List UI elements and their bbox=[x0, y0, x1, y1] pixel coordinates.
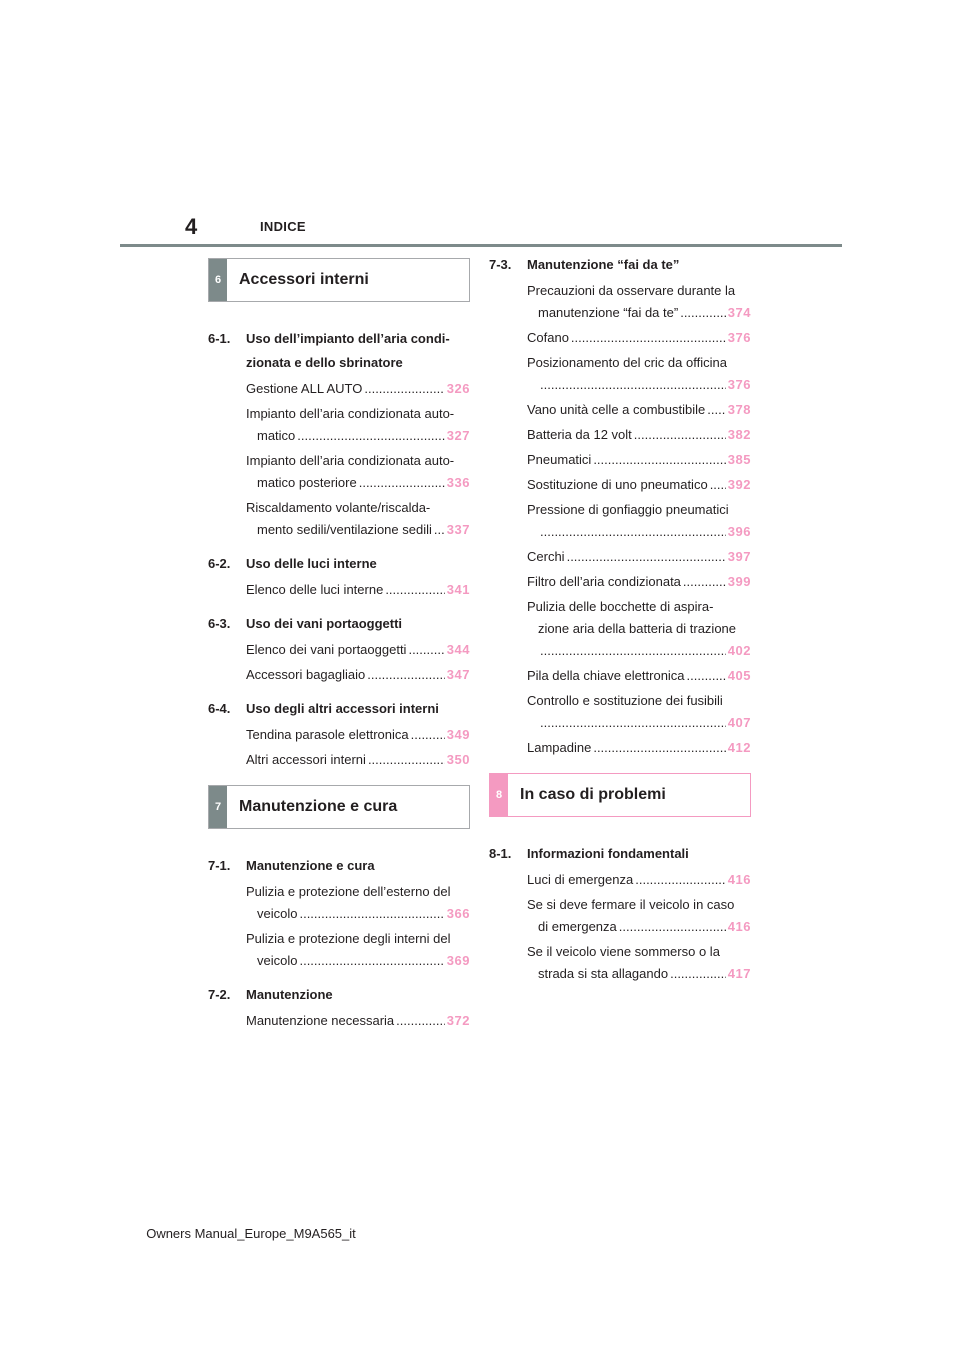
toc-entry[interactable] bbox=[489, 280, 751, 324]
toc-entry[interactable] bbox=[489, 499, 751, 543]
entry-label: Pulizia e protezione dell’esterno del bbox=[246, 884, 451, 899]
chapter-number bbox=[208, 351, 246, 375]
toc-chapter-heading bbox=[208, 854, 470, 878]
spacer bbox=[208, 829, 470, 853]
page-reference[interactable]: 402 bbox=[727, 643, 751, 658]
toc-entry-line bbox=[527, 737, 751, 759]
page-reference[interactable]: 396 bbox=[727, 524, 751, 539]
toc-right-column bbox=[489, 252, 751, 995]
toc-entry[interactable] bbox=[208, 579, 470, 601]
chapter-number: 8-1. bbox=[489, 846, 512, 861]
toc-entry[interactable] bbox=[489, 941, 751, 985]
page-reference[interactable]: 416 bbox=[727, 872, 751, 887]
spacer bbox=[208, 541, 470, 551]
dot-leader bbox=[593, 737, 725, 759]
entry-label: Pulizia e protezione degli interni del bbox=[246, 931, 451, 946]
spacer bbox=[489, 759, 751, 769]
entry-label: Se il veicolo viene sommerso o la bbox=[527, 944, 720, 959]
entry-label: Accessori bagagliaio bbox=[246, 667, 366, 682]
page-reference[interactable]: 407 bbox=[727, 715, 751, 730]
footer-text: Owners Manual_Europe_M9A565_it bbox=[146, 1226, 356, 1241]
toc-entry-line bbox=[527, 424, 751, 446]
page-reference[interactable]: 382 bbox=[727, 427, 751, 442]
toc-chapter-heading bbox=[208, 327, 470, 351]
page-reference[interactable]: 326 bbox=[446, 381, 470, 396]
toc-entry[interactable] bbox=[489, 424, 751, 446]
entry-label: strada si sta allagando bbox=[538, 966, 669, 981]
toc-entry[interactable] bbox=[208, 378, 470, 400]
chapter-number: 7-2. bbox=[208, 987, 231, 1002]
section-tab-number: 8 bbox=[490, 774, 508, 816]
page-reference[interactable]: 376 bbox=[727, 330, 751, 345]
toc-entry-line bbox=[527, 374, 751, 396]
entry-label: matico posteriore bbox=[257, 475, 357, 490]
chapter-title: Uso delle luci interne bbox=[246, 556, 377, 571]
toc-entry-line bbox=[527, 280, 751, 302]
entry-label: Elenco dei vani portaoggetti bbox=[246, 642, 407, 657]
toc-entry[interactable] bbox=[489, 327, 751, 349]
toc-entry[interactable] bbox=[489, 665, 751, 687]
toc-entry-line bbox=[527, 916, 751, 938]
page-reference[interactable]: 399 bbox=[727, 574, 751, 589]
dot-leader bbox=[670, 963, 726, 985]
toc-entry-line bbox=[246, 403, 470, 425]
chapter-number: 6-3. bbox=[208, 616, 231, 631]
dot-leader bbox=[434, 519, 445, 541]
entry-label: Filtro dell’aria condizionata bbox=[527, 574, 681, 589]
dot-leader bbox=[571, 327, 726, 349]
page-header-title: INDICE bbox=[260, 219, 306, 234]
chapter-number: 7-3. bbox=[489, 257, 512, 272]
toc-entry-line bbox=[527, 352, 751, 374]
entry-label: Riscaldamento volante/riscalda- bbox=[246, 500, 431, 515]
chapter-title: Manutenzione bbox=[246, 987, 333, 1002]
spacer bbox=[208, 1032, 470, 1042]
toc-entry-line bbox=[527, 941, 751, 963]
page-reference[interactable]: 412 bbox=[727, 740, 751, 755]
section-title: Manutenzione e cura bbox=[239, 798, 398, 815]
toc-entry-line bbox=[246, 749, 470, 771]
dot-leader bbox=[408, 639, 444, 661]
section-title: Accessori interni bbox=[239, 271, 369, 288]
toc-entry-line bbox=[527, 546, 751, 568]
dot-leader bbox=[359, 472, 445, 494]
toc-entry-line bbox=[246, 903, 470, 925]
toc-entry-line bbox=[527, 712, 751, 734]
toc-entry-line bbox=[527, 449, 751, 471]
toc-entry[interactable] bbox=[208, 881, 470, 925]
toc-entry-line bbox=[246, 928, 470, 950]
toc-entry-line bbox=[246, 497, 470, 519]
chapter-title: Uso degli altri accessori interni bbox=[246, 701, 439, 716]
entry-label: mento sedili/ventilazione sedili bbox=[257, 522, 432, 537]
toc-entry[interactable] bbox=[489, 737, 751, 759]
toc-entry-line bbox=[246, 579, 470, 601]
toc-entry-line bbox=[527, 571, 751, 593]
spacer bbox=[208, 302, 470, 326]
spacer bbox=[489, 985, 751, 995]
toc-entry[interactable] bbox=[208, 639, 470, 661]
dot-leader bbox=[411, 724, 445, 746]
entry-label: Cofano bbox=[527, 330, 569, 345]
toc-entry[interactable] bbox=[489, 449, 751, 471]
dot-leader bbox=[367, 664, 445, 686]
toc-entry-line bbox=[527, 302, 751, 324]
toc-entry-line bbox=[527, 618, 751, 640]
spacer bbox=[208, 601, 470, 611]
entry-label: Precauzioni da osservare durante la bbox=[527, 283, 736, 298]
entry-label: Impianto dell’aria condizionata auto- bbox=[246, 406, 455, 421]
entry-label: matico bbox=[257, 428, 296, 443]
page-reference[interactable]: 416 bbox=[727, 919, 751, 934]
dot-leader bbox=[385, 579, 444, 601]
toc-entry[interactable] bbox=[489, 399, 751, 421]
page-reference[interactable]: 369 bbox=[446, 953, 470, 968]
toc-entry-line bbox=[246, 450, 470, 472]
toc-entry-line bbox=[246, 724, 470, 746]
chapter-number: 6-1. bbox=[208, 331, 231, 346]
page-reference[interactable]: 376 bbox=[727, 377, 751, 392]
page-reference[interactable]: 341 bbox=[446, 582, 470, 597]
entry-label: Luci di emergenza bbox=[527, 872, 634, 887]
toc-entry-line bbox=[246, 1010, 470, 1032]
entry-label: Vano unità celle a combustibile bbox=[527, 402, 706, 417]
dot-leader bbox=[299, 903, 444, 925]
chapter-title: Informazioni fondamentali bbox=[527, 846, 689, 861]
dot-leader bbox=[297, 425, 445, 447]
page-footer bbox=[0, 1226, 960, 1241]
dot-leader bbox=[299, 950, 444, 972]
page-reference[interactable]: 336 bbox=[446, 475, 470, 490]
entry-label: Tendina parasole elettronica bbox=[246, 727, 409, 742]
entry-label: Sostituzione di uno pneumatico bbox=[527, 477, 708, 492]
page-reference[interactable]: 397 bbox=[727, 549, 751, 564]
header-divider bbox=[120, 244, 842, 247]
toc-entry[interactable] bbox=[208, 664, 470, 686]
toc-chapter-heading bbox=[489, 842, 751, 866]
dot-leader bbox=[364, 378, 444, 400]
toc-chapter-heading bbox=[208, 552, 470, 576]
toc-entry-line bbox=[246, 425, 470, 447]
toc-entry[interactable] bbox=[208, 1010, 470, 1032]
chapter-number: 6-4. bbox=[208, 701, 231, 716]
page-reference[interactable]: 349 bbox=[446, 727, 470, 742]
entry-label: Controllo e sostituzione dei fusibili bbox=[527, 693, 723, 708]
entry-label: Cerchi bbox=[527, 549, 565, 564]
spacer bbox=[208, 686, 470, 696]
chapter-title: Uso dell’impianto dell’aria condi- bbox=[246, 331, 450, 346]
page-reference[interactable]: 350 bbox=[446, 752, 470, 767]
dot-leader bbox=[707, 399, 726, 421]
toc-entry-line bbox=[527, 521, 751, 543]
dot-leader bbox=[368, 749, 445, 771]
page-reference[interactable]: 385 bbox=[727, 452, 751, 467]
entry-label: Pressione di gonfiaggio pneumatici bbox=[527, 502, 729, 517]
entry-label: Altri accessori interni bbox=[246, 752, 366, 767]
page-reference[interactable]: 347 bbox=[446, 667, 470, 682]
toc-left-column bbox=[208, 258, 470, 1042]
dot-leader bbox=[634, 424, 726, 446]
entry-label: Elenco delle luci interne bbox=[246, 582, 384, 597]
toc-entry[interactable] bbox=[489, 546, 751, 568]
spacer bbox=[489, 817, 751, 841]
toc-entry[interactable] bbox=[489, 571, 751, 593]
entry-label: Batteria da 12 volt bbox=[527, 427, 632, 442]
page-reference[interactable]: 417 bbox=[727, 966, 751, 981]
chapter-number: 6-2. bbox=[208, 556, 231, 571]
section-header-7 bbox=[208, 785, 470, 829]
dot-leader bbox=[540, 712, 726, 734]
toc-entry-line bbox=[527, 474, 751, 496]
page-reference[interactable]: 378 bbox=[727, 402, 751, 417]
toc-entry[interactable] bbox=[208, 450, 470, 494]
toc-entry-line bbox=[527, 690, 751, 712]
chapter-title: Uso dei vani portaoggetti bbox=[246, 616, 403, 631]
toc-chapter-heading bbox=[208, 351, 470, 375]
dot-leader bbox=[680, 302, 726, 324]
toc-entry-line bbox=[527, 327, 751, 349]
toc-entry-line bbox=[246, 881, 470, 903]
toc-chapter-heading bbox=[208, 612, 470, 636]
toc-entry[interactable] bbox=[489, 869, 751, 891]
dot-leader bbox=[396, 1010, 445, 1032]
page-reference[interactable]: 327 bbox=[446, 428, 470, 443]
toc-entry-line bbox=[246, 639, 470, 661]
toc-entry-line bbox=[246, 664, 470, 686]
toc-entry-line bbox=[246, 950, 470, 972]
page-reference[interactable]: 392 bbox=[727, 477, 751, 492]
entry-label: Se si deve fermare il veicolo in caso bbox=[527, 897, 735, 912]
entry-label: Posizionamento del cric da officina bbox=[527, 355, 727, 370]
toc-entry-line bbox=[246, 472, 470, 494]
toc-entry[interactable] bbox=[208, 403, 470, 447]
dot-leader bbox=[540, 640, 726, 662]
chapter-title: Manutenzione e cura bbox=[246, 858, 375, 873]
dot-leader bbox=[687, 665, 726, 687]
entry-label: veicolo bbox=[257, 906, 298, 921]
toc-entry-line bbox=[527, 499, 751, 521]
toc-entry[interactable] bbox=[208, 497, 470, 541]
section-title: In caso di problemi bbox=[520, 786, 666, 803]
toc-chapter-heading bbox=[489, 253, 751, 277]
page-reference[interactable]: 366 bbox=[446, 906, 470, 921]
entry-label: Pneumatici bbox=[527, 452, 592, 467]
toc-entry[interactable] bbox=[489, 690, 751, 734]
dot-leader bbox=[540, 521, 726, 543]
dot-leader bbox=[619, 916, 726, 938]
dot-leader bbox=[635, 869, 726, 891]
toc-entry-line bbox=[246, 519, 470, 541]
dot-leader bbox=[540, 374, 726, 396]
section-header-8 bbox=[489, 773, 751, 817]
section-tab-number: 7 bbox=[209, 786, 227, 828]
section-tab-number: 6 bbox=[209, 259, 227, 301]
toc-entry-line bbox=[527, 596, 751, 618]
toc-entry[interactable] bbox=[208, 928, 470, 972]
page-reference[interactable]: 374 bbox=[727, 305, 751, 320]
toc-entry[interactable] bbox=[208, 724, 470, 746]
page-number: 4 bbox=[185, 214, 198, 239]
entry-label: Manutenzione necessaria bbox=[246, 1013, 395, 1028]
toc-chapter-heading bbox=[208, 697, 470, 721]
page-reference[interactable]: 344 bbox=[446, 642, 470, 657]
entry-label: di emergenza bbox=[538, 919, 617, 934]
entry-label: Pulizia delle bocchette di aspira- bbox=[527, 599, 714, 614]
entry-label: Gestione ALL AUTO bbox=[246, 381, 363, 396]
toc-entry-line bbox=[246, 378, 470, 400]
dot-leader bbox=[683, 571, 726, 593]
toc-entry-line bbox=[527, 399, 751, 421]
toc-chapter-heading bbox=[208, 983, 470, 1007]
page-reference[interactable]: 405 bbox=[727, 668, 751, 683]
chapter-title: Manutenzione “fai da te” bbox=[527, 257, 680, 272]
entry-label: Lampadine bbox=[527, 740, 592, 755]
entry-label: zione aria della batteria di trazione bbox=[538, 621, 737, 636]
page-reference[interactable]: 372 bbox=[446, 1013, 470, 1028]
dot-leader bbox=[567, 546, 726, 568]
entry-label: Pila della chiave elettronica bbox=[527, 668, 685, 683]
spacer bbox=[208, 771, 470, 781]
toc-entry[interactable] bbox=[489, 474, 751, 496]
entry-label: manutenzione “fai da te” bbox=[538, 305, 679, 320]
chapter-title: zionata e dello sbrinatore bbox=[246, 355, 403, 370]
chapter-number: 7-1. bbox=[208, 858, 231, 873]
section-header-6 bbox=[208, 258, 470, 302]
toc-entry-line bbox=[527, 665, 751, 687]
toc-entry[interactable] bbox=[489, 894, 751, 938]
toc-entry[interactable] bbox=[208, 749, 470, 771]
dot-leader bbox=[710, 474, 726, 496]
toc-entry-line bbox=[527, 869, 751, 891]
toc-entry[interactable] bbox=[489, 352, 751, 396]
entry-label: Impianto dell’aria condizionata auto- bbox=[246, 453, 455, 468]
dot-leader bbox=[593, 449, 725, 471]
toc-entry-line bbox=[527, 640, 751, 662]
entry-label: veicolo bbox=[257, 953, 298, 968]
spacer bbox=[208, 972, 470, 982]
page-reference[interactable]: 337 bbox=[446, 522, 470, 537]
toc-entry-line bbox=[527, 963, 751, 985]
toc-entry-line bbox=[527, 894, 751, 916]
toc-entry[interactable] bbox=[489, 596, 751, 662]
